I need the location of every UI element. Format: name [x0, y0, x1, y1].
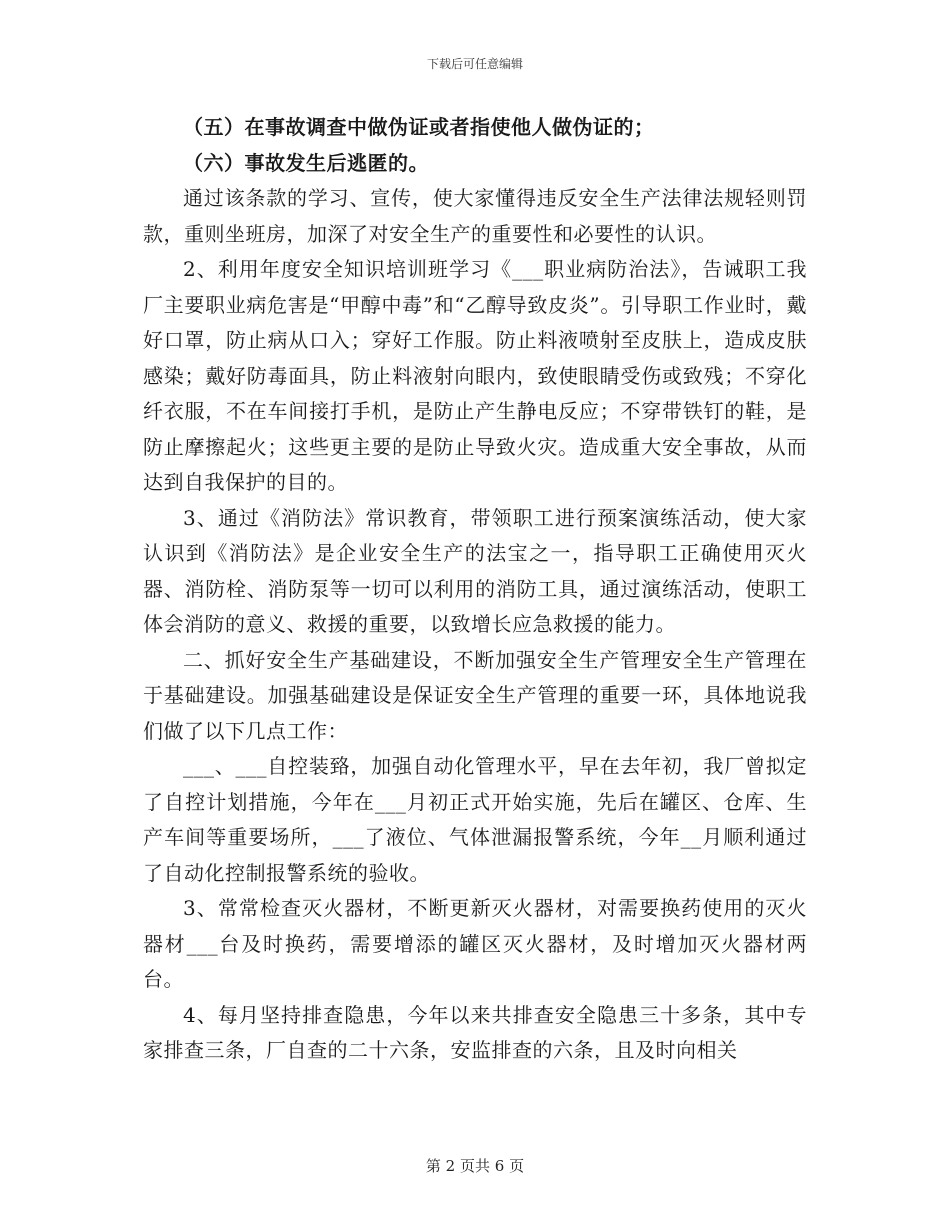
document-body: [143, 110, 807, 1069]
page-number: 第 2 页共 6 页: [425, 1157, 525, 1175]
paragraph-item-6: （六）事故发生后逃匿的。: [183, 150, 429, 175]
page-header: 下载后可任意编辑: [426, 57, 523, 71]
paragraph-occupational-disease: 2、利用年度安全知识培训班学习《___职业病防治法》，告诫职工我厂主要职业病危害是“甲醇中毒”和“乙醇导致皮炎”。引导职工作业时，戴好口罩，防止病从口入；穿好工作服。防止料液喷射至皮肤上，造成皮肤感染；戴好防毒面具，防止料液射向眼内，致使眼睛受伤或致残；不穿化纤衣服，不在车间接打手机，是防止产生静电反应；不穿带铁钉的鞋，是防止摩擦起火；这些更主要的是防止导致火灾。造成重大安全事故，从而达到自我保护的目的。: [143, 257, 807, 494]
paragraph-summary: 通过该条款的学习、宣传，使大家懂得违反安全生产法律法规轻则罚款，重则坐班房，加深了对安全生产的重要性和必要性的认识。: [143, 186, 807, 246]
paragraph-section-two: 二、抓好安全生产基础建设，不断加强安全生产管理安全生产管理在于基础建设。加强基础建设是保证安全生产管理的重要一环，具体地说我们做了以下几点工作：: [143, 647, 807, 743]
paragraph-hazard-check: 4、每月坚持排查隐患，今年以来共排查安全隐患三十多条，其中专家排查三条，厂自查的二十六条，安监排查的六条，且及时向相关: [143, 1002, 807, 1062]
paragraph-auto-control: ___、___自控装臵，加强自动化管理水平，早在去年初，我厂曾拟定了自控计划措施，今年在___月初正式开始实施，先后在罐区、仓库、生产车间等重要场所，___了液位、气体泄漏报警系统，今年__月顺利通过了自动化控制报警系统的验收。: [143, 754, 807, 885]
paragraph-item-5: （五）在事故调查中做伪证或者指使他人做伪证的；: [183, 115, 655, 139]
paragraph-fire-law: 3、通过《消防法》常识教育，带领职工进行预案演练活动，使大家认识到《消防法》是企业安全生产的法宝之一，指导职工正确使用灭火器、消防栓、消防泵等一切可以利用的消防工具，通过演练活动，使职工体会消防的意义、救援的重要，以致增长应急救援的能力。: [143, 505, 807, 636]
paragraph-extinguishers: 3、常常检查灭火器材，不断更新灭火器材，对需要换药使用的灭火器材___台及时换药，需要增添的罐区灭火器材，及时增加灭火器材两台。: [143, 896, 807, 991]
